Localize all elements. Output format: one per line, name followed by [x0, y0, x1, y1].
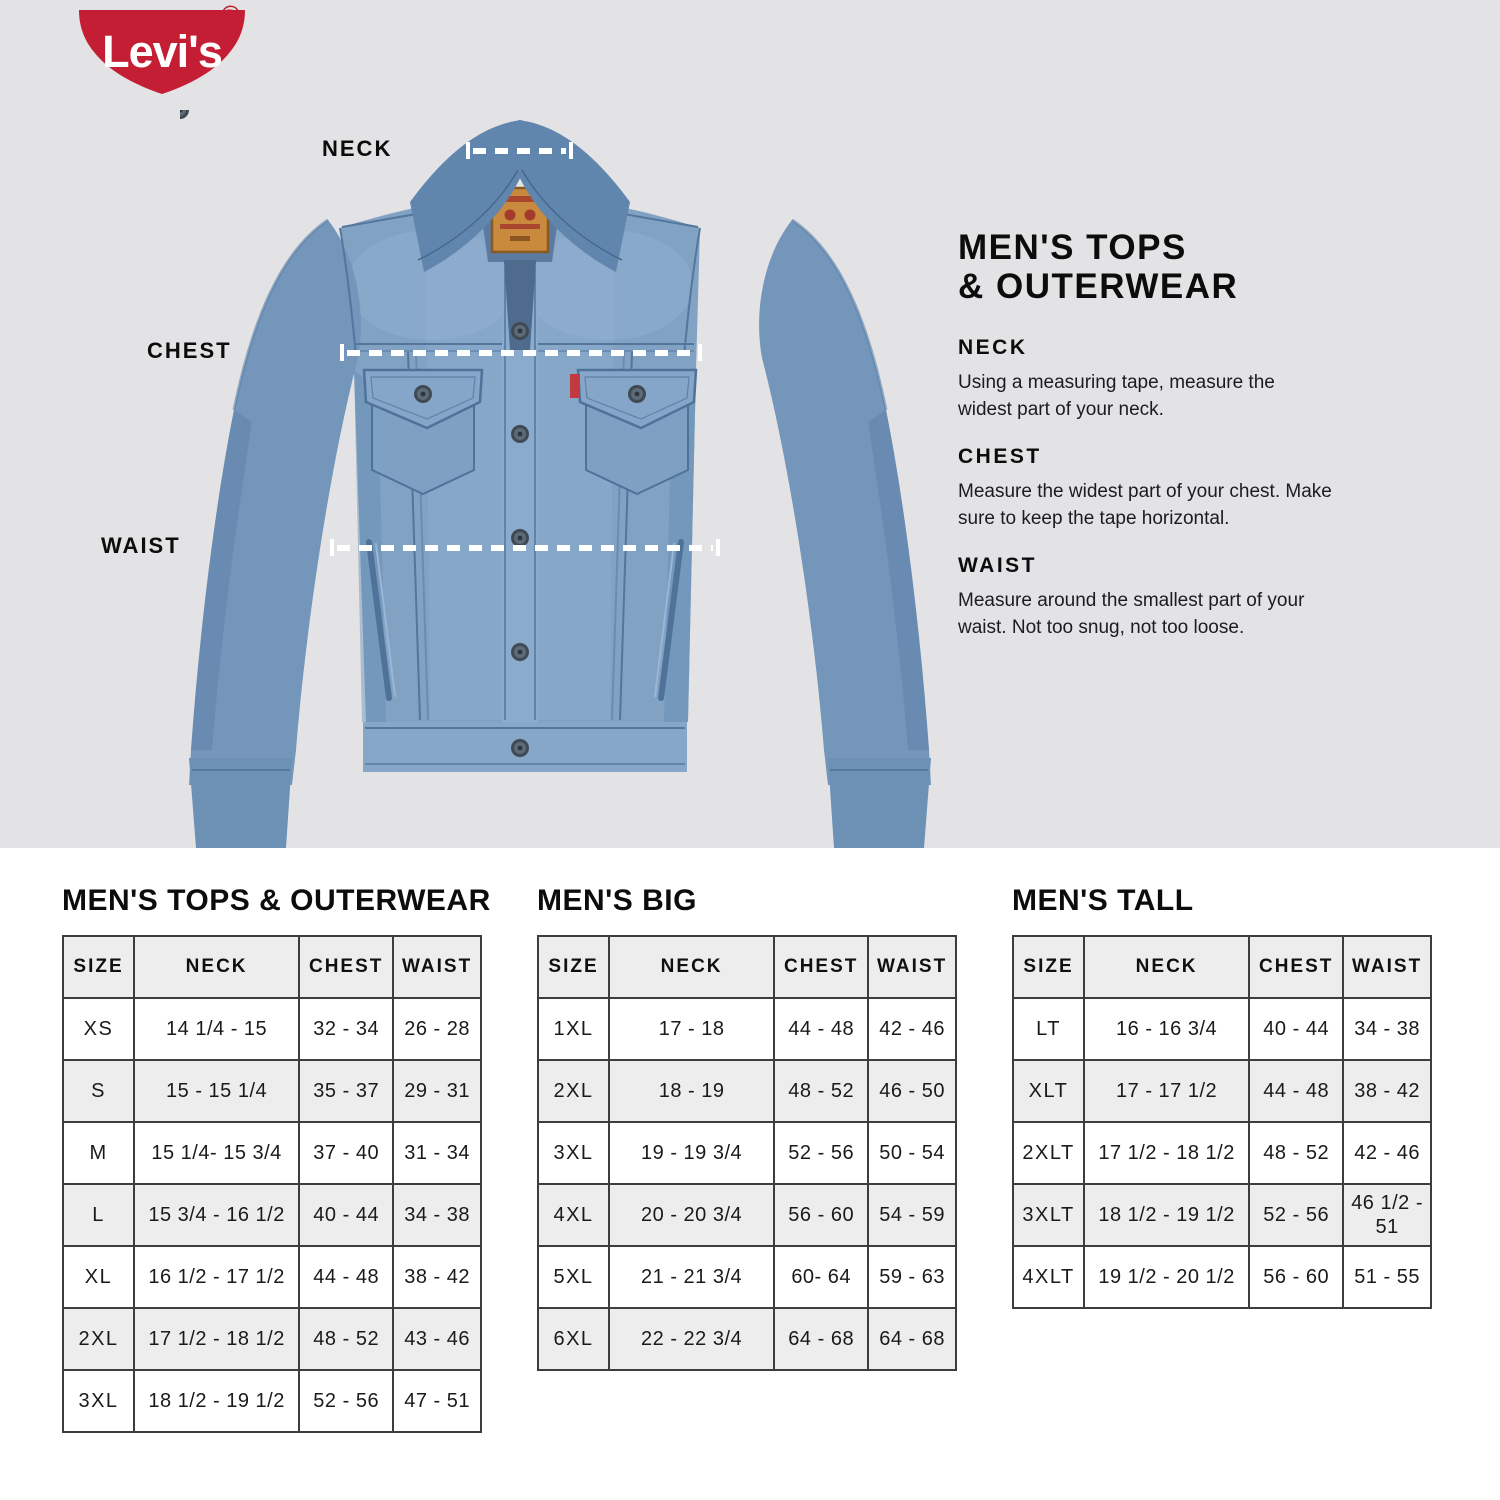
neck-measurement-line — [466, 142, 573, 159]
table-block-mens-big — [537, 884, 957, 1371]
measurement-value: 34 - 38 — [1343, 998, 1431, 1060]
table-title: MEN'S TALL — [1012, 884, 1194, 917]
column-header-size: SIZE — [1013, 936, 1084, 998]
measurement-value: 44 - 48 — [774, 998, 868, 1060]
measurement-value: 42 - 46 — [868, 998, 956, 1060]
column-header-waist: WAIST — [1343, 936, 1431, 998]
jacket-sleeve — [189, 220, 361, 848]
size-label: XS — [63, 998, 134, 1060]
info-section-body: Measure around the smallest part of your waist. Not too snug, not too loose. — [958, 590, 1305, 638]
column-header-neck: NECK — [609, 936, 774, 998]
table-title: MEN'S TOPS & OUTERWEAR — [62, 884, 491, 917]
size-label: 2XLT — [1013, 1122, 1084, 1184]
size-label: LT — [1013, 998, 1084, 1060]
size-row-2xl — [63, 1308, 481, 1370]
measurement-value: 26 - 28 — [393, 998, 481, 1060]
measurement-value: 17 1/2 - 18 1/2 — [1084, 1122, 1249, 1184]
red-tab-icon — [570, 374, 580, 398]
size-label: 3XL — [538, 1122, 609, 1184]
info-section-heading: WAIST — [958, 554, 1037, 577]
measurement-value: 44 - 48 — [299, 1246, 393, 1308]
measurement-value: 29 - 31 — [393, 1060, 481, 1122]
measurement-value: 48 - 52 — [1249, 1122, 1343, 1184]
size-label: 2XL — [63, 1308, 134, 1370]
size-row-lt — [1013, 998, 1431, 1060]
size-tables-section — [0, 848, 1500, 1500]
measurement-value: 56 - 60 — [774, 1184, 868, 1246]
measurement-value: 46 1/2 - 51 — [1343, 1184, 1431, 1246]
size-row-4xl — [538, 1184, 956, 1246]
table-block-mens-tops-outerwear — [62, 884, 491, 1433]
denim-jacket-image — [180, 110, 940, 848]
size-row-3xl — [63, 1370, 481, 1432]
column-header-chest: CHEST — [299, 936, 393, 998]
size-row-s — [63, 1060, 481, 1122]
size-row-4xlt — [1013, 1246, 1431, 1308]
measurement-value: 17 - 18 — [609, 998, 774, 1060]
size-row-2xl — [538, 1060, 956, 1122]
table-block-mens-tall — [1012, 884, 1432, 1309]
size-row-3xl — [538, 1122, 956, 1184]
measurement-value: 60- 64 — [774, 1246, 868, 1308]
measurement-value: 48 - 52 — [774, 1060, 868, 1122]
size-row-xs — [63, 998, 481, 1060]
size-label: 3XL — [63, 1370, 134, 1432]
size-label: L — [63, 1184, 134, 1246]
measurement-value: 40 - 44 — [1249, 998, 1343, 1060]
measurement-value: 19 - 19 3/4 — [609, 1122, 774, 1184]
size-label: 4XL — [538, 1184, 609, 1246]
measurement-value: 32 - 34 — [299, 998, 393, 1060]
measurement-value: 22 - 22 3/4 — [609, 1308, 774, 1370]
measurement-value: 47 - 51 — [393, 1370, 481, 1432]
measurement-value: 43 - 46 — [393, 1308, 481, 1370]
chest-measurement-line — [340, 344, 702, 361]
size-label: XLT — [1013, 1060, 1084, 1122]
measurement-value: 54 - 59 — [868, 1184, 956, 1246]
measurement-value: 44 - 48 — [1249, 1060, 1343, 1122]
measurement-value: 64 - 68 — [868, 1308, 956, 1370]
header-row — [1013, 936, 1431, 998]
measurement-value: 52 - 56 — [774, 1122, 868, 1184]
column-header-chest: CHEST — [774, 936, 868, 998]
measurement-value: 38 - 42 — [393, 1246, 481, 1308]
measurement-value: 17 - 17 1/2 — [1084, 1060, 1249, 1122]
measurement-value: 38 - 42 — [1343, 1060, 1431, 1122]
size-table-mens-tops-outerwear — [62, 935, 482, 1433]
info-section-body: Measure the widest part of your chest. Make sure to keep the tape horizontal. — [958, 481, 1332, 529]
info-section-heading: CHEST — [958, 445, 1042, 468]
column-header-size: SIZE — [63, 936, 134, 998]
size-label: XL — [63, 1246, 134, 1308]
measurement-value: 18 1/2 - 19 1/2 — [1084, 1184, 1249, 1246]
info-section-chest — [958, 445, 1408, 532]
measurement-value: 18 1/2 - 19 1/2 — [134, 1370, 299, 1432]
measurement-value: 42 - 46 — [1343, 1122, 1431, 1184]
measurement-value: 59 - 63 — [868, 1246, 956, 1308]
header-row — [63, 936, 481, 998]
measurement-value: 56 - 60 — [1249, 1246, 1343, 1308]
measurement-value: 50 - 54 — [868, 1122, 956, 1184]
size-row-l — [63, 1184, 481, 1246]
column-header-waist: WAIST — [393, 936, 481, 998]
info-title: MEN'S TOPS & OUTERWEAR — [958, 228, 1239, 306]
size-row-xlt — [1013, 1060, 1431, 1122]
column-header-size: SIZE — [538, 936, 609, 998]
measurement-value: 64 - 68 — [774, 1308, 868, 1370]
waist-measurement-line — [330, 539, 720, 556]
info-section-waist — [958, 554, 1408, 641]
measurement-value: 17 1/2 - 18 1/2 — [134, 1308, 299, 1370]
measurement-value: 52 - 56 — [1249, 1184, 1343, 1246]
header-row — [538, 936, 956, 998]
size-label: S — [63, 1060, 134, 1122]
measurement-value: 37 - 40 — [299, 1122, 393, 1184]
measurement-value: 15 - 15 1/4 — [134, 1060, 299, 1122]
chest-label: CHEST — [147, 338, 232, 363]
measurement-value: 14 1/4 - 15 — [134, 998, 299, 1060]
size-label: 6XL — [538, 1308, 609, 1370]
measurement-value: 48 - 52 — [299, 1308, 393, 1370]
levis-logo — [74, 0, 284, 100]
size-row-5xl — [538, 1246, 956, 1308]
measurement-value: 52 - 56 — [299, 1370, 393, 1432]
measurement-value: 16 - 16 3/4 — [1084, 998, 1249, 1060]
measurement-value: 15 1/4- 15 3/4 — [134, 1122, 299, 1184]
size-table-mens-tall — [1012, 935, 1432, 1309]
size-label: 1XL — [538, 998, 609, 1060]
size-row-3xlt — [1013, 1184, 1431, 1246]
measurement-value: 46 - 50 — [868, 1060, 956, 1122]
measurement-value: 19 1/2 - 20 1/2 — [1084, 1246, 1249, 1308]
size-label: M — [63, 1122, 134, 1184]
measurement-value: 31 - 34 — [393, 1122, 481, 1184]
neck-label: NECK — [322, 136, 393, 161]
info-section-heading: NECK — [958, 336, 1028, 359]
size-label: 5XL — [538, 1246, 609, 1308]
size-label: 4XLT — [1013, 1246, 1084, 1308]
measurement-value: 15 3/4 - 16 1/2 — [134, 1184, 299, 1246]
size-row-xl — [63, 1246, 481, 1308]
column-header-neck: NECK — [134, 936, 299, 998]
column-header-neck: NECK — [1084, 936, 1249, 998]
registered-trademark-icon: ® — [221, 0, 241, 30]
size-row-6xl — [538, 1308, 956, 1370]
size-label: 2XL — [538, 1060, 609, 1122]
size-label: 3XLT — [1013, 1184, 1084, 1246]
waist-label: WAIST — [101, 533, 181, 558]
size-row-m — [63, 1122, 481, 1184]
measurement-value: 35 - 37 — [299, 1060, 393, 1122]
levis-wordmark: Levi's — [102, 26, 222, 77]
size-row-2xlt — [1013, 1122, 1431, 1184]
table-title: MEN'S BIG — [537, 884, 697, 917]
measurement-value: 40 - 44 — [299, 1184, 393, 1246]
measuring-instructions-panel — [958, 228, 1408, 663]
measurement-value: 18 - 19 — [609, 1060, 774, 1122]
measurement-value: 34 - 38 — [393, 1184, 481, 1246]
size-table-mens-big — [537, 935, 957, 1371]
measurement-value: 21 - 21 3/4 — [609, 1246, 774, 1308]
column-header-waist: WAIST — [868, 936, 956, 998]
info-section-body: Using a measuring tape, measure the widest part of your neck. — [958, 372, 1275, 420]
info-section-neck — [958, 336, 1408, 423]
measurement-value: 16 1/2 - 17 1/2 — [134, 1246, 299, 1308]
measurement-value: 20 - 20 3/4 — [609, 1184, 774, 1246]
size-row-1xl — [538, 998, 956, 1060]
column-header-chest: CHEST — [1249, 936, 1343, 998]
measurement-value: 51 - 55 — [1343, 1246, 1431, 1308]
